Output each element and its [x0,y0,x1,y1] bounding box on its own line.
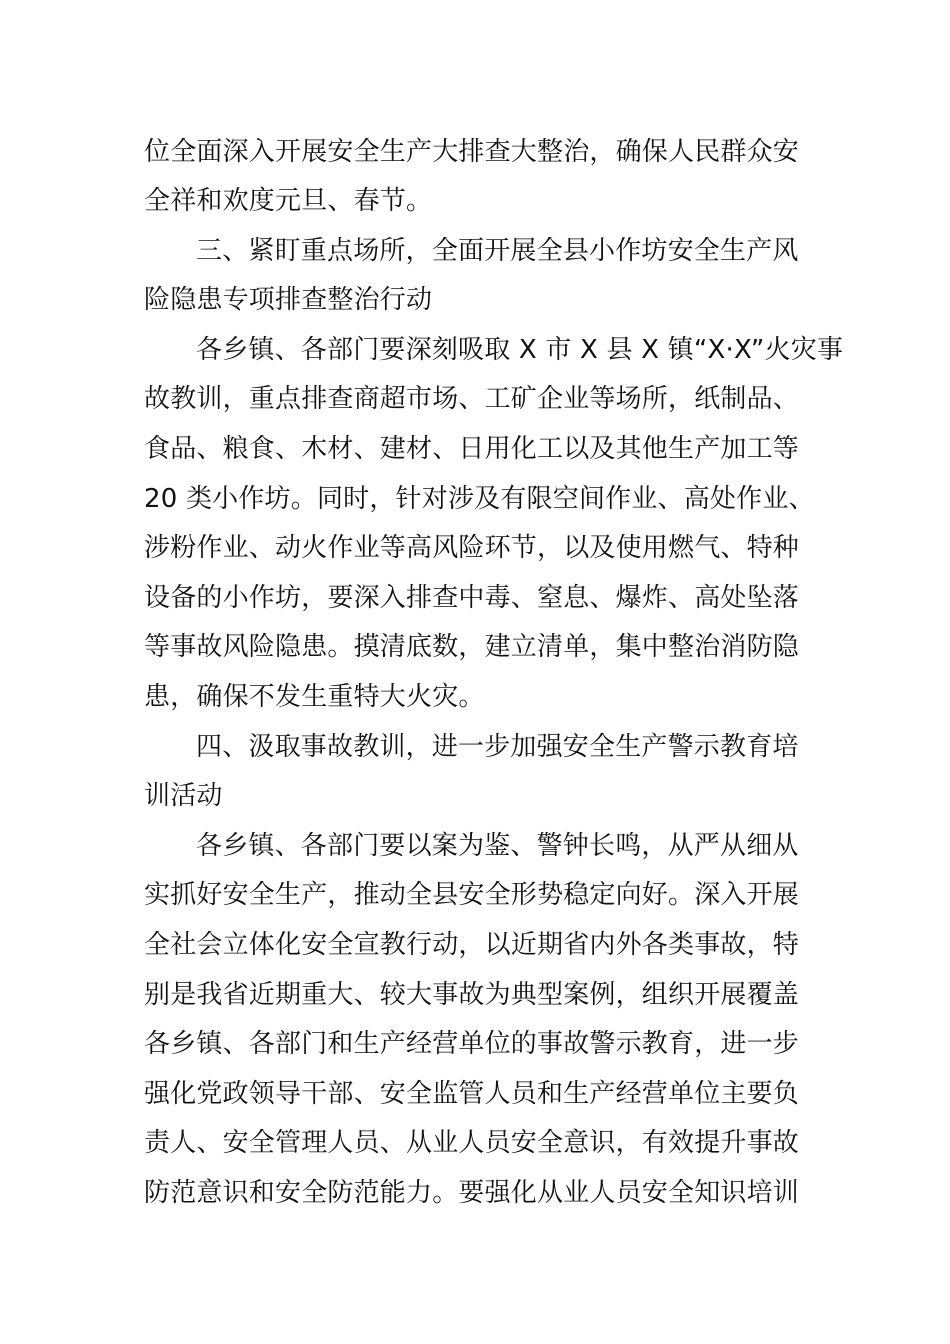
section-heading-line: 训活动 [144,781,223,811]
text-line: 等事故风险隐患。摸清底数，建立清单，集中整治消防隐 [144,632,800,662]
text-line: 设备的小作坊，要深入排查中毒、窒息、爆炸、高处坠落 [144,583,800,613]
text-line: 20 类小作坊。同时，针对涉及有限空间作业、高处作业、 [144,484,815,514]
text-line: 各乡镇、各部门要深刻吸取 X 市 X 县 X 镇“X·X”火灾事 [196,335,844,365]
text-line: 位全面深入开展安全生产大排查大整治，确保人民群众安 [144,137,800,167]
text-line: 各乡镇、各部门和生产经营单位的事故警示教育，进一步 [144,1029,800,1059]
text-line: 各乡镇、各部门要以案为鉴、警钟长鸣，从严从细从 [196,831,799,861]
text-line: 患，确保不发生重特大火灾。 [144,682,485,712]
section-heading-line: 四、汲取事故教训，进一步加强安全生产警示教育培 [196,732,799,762]
text-line: 涉粉作业、动火作业等高风险环节，以及使用燃气、特种 [144,533,800,563]
text-line: 食品、粮食、木材、建材、日用化工以及其他生产加工等 [144,434,800,464]
text-line: 别是我省近期重大、较大事故为典型案例，组织开展覆盖 [144,980,800,1010]
text-line: 实抓好安全生产，推动全县安全形势稳定向好。深入开展 [144,880,800,910]
section-heading-line: 三、紧盯重点场所，全面开展全县小作坊安全生产风 [196,236,799,266]
text-line: 防范意识和安全防范能力。要强化从业人员安全知识培训 [144,1178,800,1208]
text-line: 全祥和欢度元旦、春节。 [144,186,433,216]
text-line: 责人、安全管理人员、从业人员安全意识，有效提升事故 [144,1128,800,1158]
text-line: 故教训，重点排查商超市场、工矿企业等场所，纸制品、 [144,384,800,414]
text-line: 强化党政领导干部、安全监管人员和生产经营单位主要负 [144,1079,800,1109]
section-heading-line: 险隐患专项排查整治行动 [144,285,433,315]
text-line: 全社会立体化安全宣教行动，以近期省内外各类事故，特 [144,930,800,960]
